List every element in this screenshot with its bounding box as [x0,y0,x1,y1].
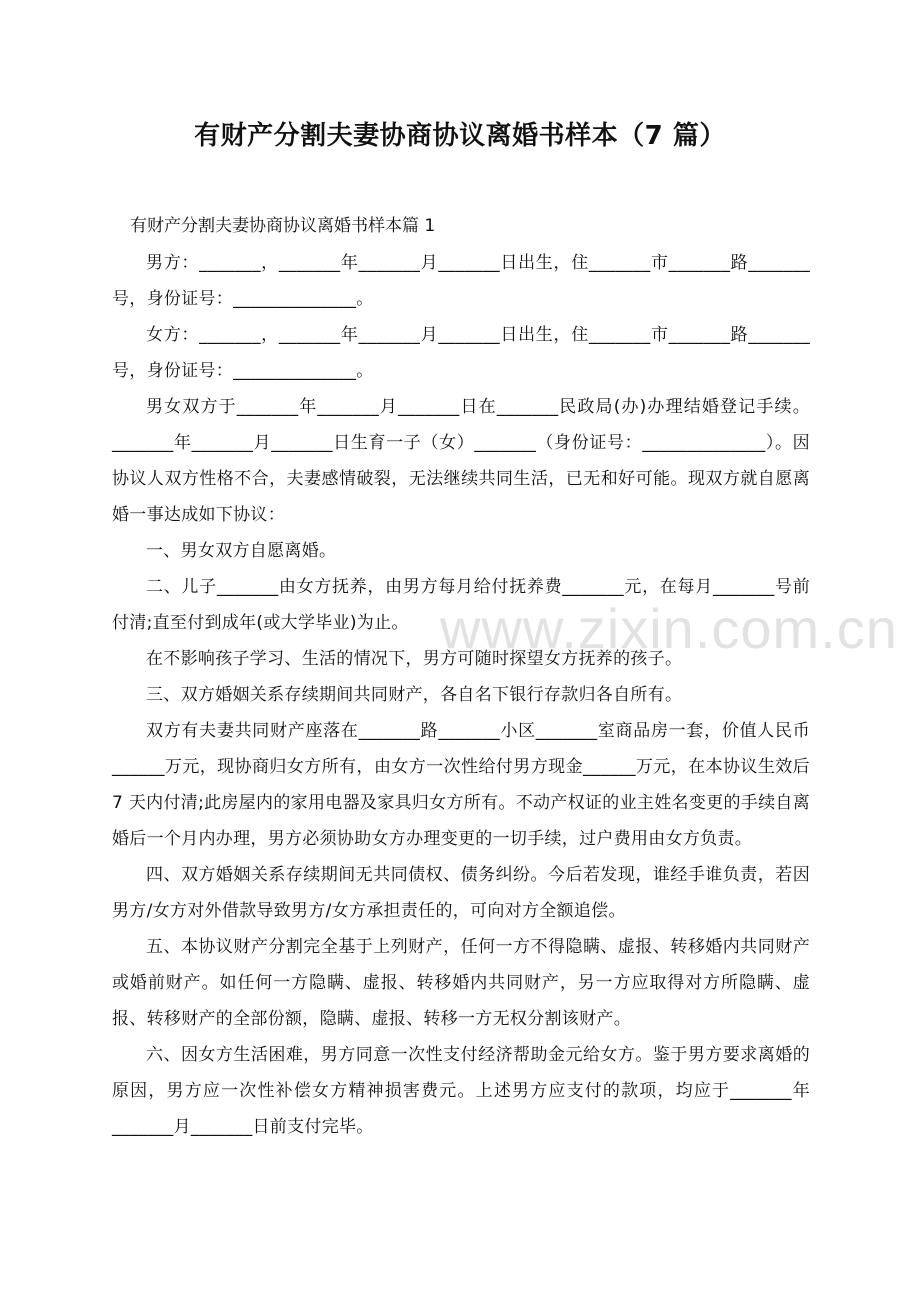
paragraph-female-party: 女方：_______，_______年_______月_______日出生，住_______市_______路_______号，身份证号：______________。 [112,325,810,381]
paragraph-clause-1: 一、男女双方自愿离婚。 [146,541,337,561]
paragraph-visitation: 在不影响孩子学习、生活的情况下，男方可随时探望女方抚养的孩子。 [146,649,683,669]
document-body [112,245,810,1145]
paragraph-marriage-info: 男女双方于_______年_______月_______日在_______民政局(办)办理结婚登记手续。_______年_______月_______日生育一子（女）_______（身份证号：______________）。因协议人双方性格不合，夫妻感情破裂，无法继续共同生活，已无和好可能。现双方就自愿离婚一事达成如下协议： [112,397,810,525]
watermark: www.zixin.com.cn [440,597,898,660]
paragraph-property: 双方有夫妻共同财产座落在_______路_______小区_______室商品房一套，价值人民币______万元，现协商归女方所有，由女方一次性给付男方现金______万元，在本协议生效后 7 天内付清;此房屋内的家用电器及家具归女方所有。不动产权证的业主姓名变更的手续自离婚后一个月内办理，男方必须协助女方办理变更的一切手续，过户费用由女方负责。 [112,721,810,849]
paragraph-clause-5: 五、本协议财产分割完全基于上列财产，任何一方不得隐瞒、虚报、转移婚内共同财产或婚前财产。如任何一方隐瞒、虚报、转移婚内共同财产，另一方应取得对方所隐瞒、虚报、转移财产的全部份额，隐瞒、虚报、转移一方无权分割该财产。 [112,937,810,1029]
paragraph-clause-3: 三、双方婚姻关系存续期间共同财产，各自名下银行存款归各自所有。 [146,685,683,705]
paragraph-clause-6: 六、因女方生活困难，男方同意一次性支付经济帮助金元给女方。鉴于男方要求离婚的原因，男方应一次性补偿女方精神损害费元。上述男方应支付的款项，均应于_______年_______月_______日前支付完毕。 [112,1045,810,1137]
paragraph-clause-4: 四、双方婚姻关系存续期间无共同债权、债务纠纷。今后若发现，谁经手谁负责，若因男方/女方对外借款导致男方/女方承担责任的，可向对方全额追偿。 [112,865,810,921]
paragraph-male-party: 男方：_______，_______年_______月_______日出生，住_______市_______路_______号，身份证号：______________。 [112,253,810,309]
section-title: 有财产分割夫妻协商协议离婚书样本篇 1 [130,216,436,236]
document-title: 有财产分割夫妻协商协议离婚书样本（7 篇） [194,121,726,151]
paragraph-clause-2: 二、儿子_______由女方抚养，由男方每月给付抚养费_______元，在每月_______号前付清;直至付到成年(或大学毕业)为止。 [112,577,810,633]
